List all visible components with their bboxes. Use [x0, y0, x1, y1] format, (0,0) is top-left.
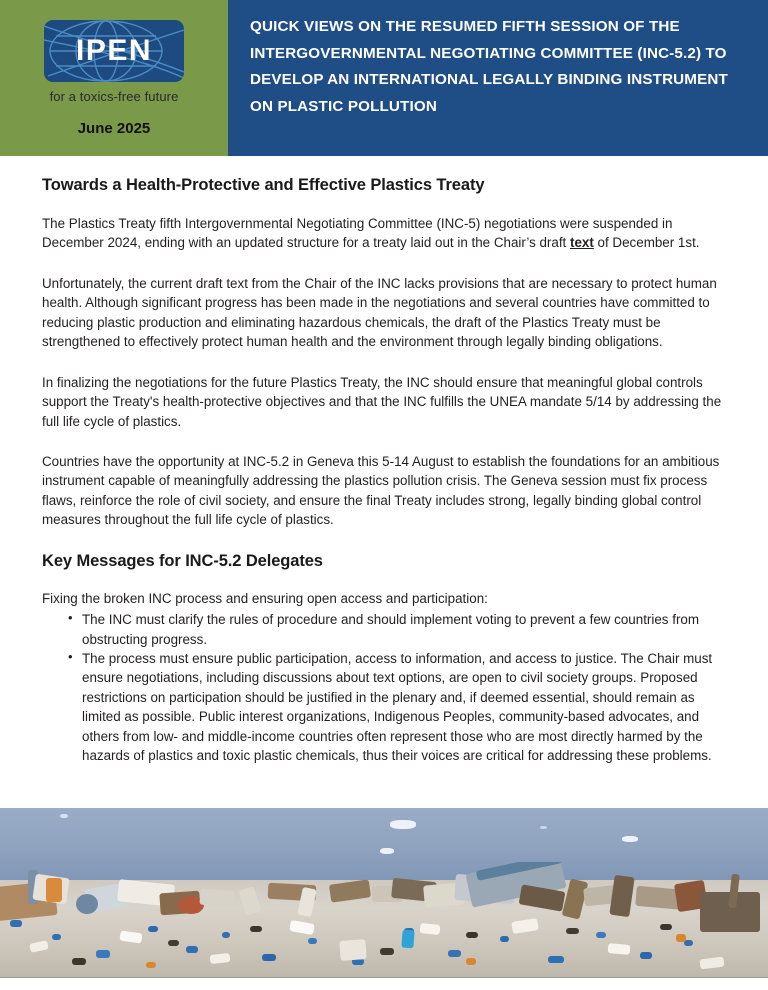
plastic-fleck	[308, 938, 317, 944]
ice-floe	[60, 814, 68, 818]
issue-date: June 2025	[77, 120, 151, 137]
paragraph-global-controls: In finalizing the negotiations for the future Plastics Treaty, the INC should ensure that meaningful global controls support the Treaty's health-protective objectives and that the INC fulfills the UNEA mandate 5/14 by addressing the full life cycle of plastics.	[42, 374, 722, 429]
list-item: • The INC must clarify the rules of procedure and should implement voting to prevent a few countries from obstructing progress.	[68, 610, 726, 649]
plastic-fleck	[676, 934, 686, 942]
plastic-fleck	[684, 940, 693, 946]
plastic-fleck	[466, 958, 476, 965]
plastic-fleck	[548, 956, 564, 963]
paragraph-inc5-background	[42, 214, 726, 253]
debris-chunk	[46, 878, 62, 902]
plastic-fleck	[500, 936, 509, 942]
paragraph-draft-shortcomings: Unfortunately, the current draft text from the Chair of the INC lacks provisions that are necessary to protect human health. Although significant progress has been made in the negotiations and several countries have committed to reducing plastic production and eliminating hazardous chemicals, the draft of the Plastics Treaty must be strengthened to effectively protect human health and the environment through legally binding obligations.	[42, 275, 717, 350]
plastic-waste-landfill-photo	[0, 808, 768, 978]
plastic-fleck	[10, 920, 22, 927]
plastic-fleck	[339, 939, 366, 961]
plastic-fleck	[262, 954, 276, 961]
plastic-fleck	[96, 950, 110, 958]
document-body	[0, 156, 768, 766]
plastic-fleck	[640, 952, 652, 959]
section-heading-treaty: Towards a Health-Protective and Effective Plastics Treaty	[42, 176, 485, 194]
plastic-fleck	[168, 940, 179, 946]
debris-chunk	[199, 889, 234, 908]
plastic-fleck	[222, 932, 230, 938]
paragraph-1-text-before-link: The Plastics Treaty fifth Intergovernmental Negotiating Committee (INC-5) negotiations were suspended in December 2024, ending with an updated structure for a treaty laid out in the Chair’s draft	[42, 216, 673, 251]
logo-tagline: for a toxics-free future	[49, 89, 179, 104]
plastic-fleck	[186, 946, 198, 953]
plastic-fleck	[52, 934, 61, 940]
paragraph-geneva-opportunity: Countries have the opportunity at INC-5.2 in Geneva this 5-14 August to establish the foundations for an ambitious instrument capable of meaningfully addressing the plastics pollution crisis. The Geneva session must fix process flaws, reinforce the role of civil society, and ensure the final Treaty includes strong, legally binding global control measures throughout the full life cycle of plastics.	[42, 453, 720, 528]
debris-chunk	[76, 894, 98, 914]
plastic-fleck	[420, 923, 441, 935]
plastic-fleck	[466, 932, 478, 938]
plastic-fleck	[566, 928, 579, 934]
plastic-fleck	[448, 950, 461, 957]
bullets-lead-in: Fixing the broken INC process and ensuring open access and participation:	[42, 590, 488, 606]
page-header	[0, 0, 768, 156]
plastic-fleck	[660, 924, 672, 930]
ipen-logo-wordmark: IPEN	[75, 34, 153, 67]
ice-floe	[380, 848, 394, 854]
header-title-panel	[228, 0, 768, 156]
ice-floe	[390, 820, 416, 829]
photo-debris-pile	[0, 862, 768, 978]
chair-draft-text-link[interactable]: text	[570, 235, 594, 251]
plastic-fleck	[148, 926, 158, 932]
plastic-fleck	[146, 962, 156, 968]
plastic-fleck	[72, 958, 86, 965]
key-messages-list	[42, 610, 726, 766]
header-brand-panel	[0, 0, 228, 156]
paragraph-1-text-after-link: of December 1st.	[593, 235, 700, 251]
plastic-fleck	[250, 926, 262, 932]
section-heading-key-messages: Key Messages for INC-5.2 Delegates	[42, 551, 323, 570]
ice-floe	[540, 826, 547, 829]
list-item: • The process must ensure public participation, access to information, and access to justice. The Chair must ensure negotiations, including discussions about text options, are open to civil society groups. Proposed restrictions on participation should be justified in the plenary and, if deemed essential, should remain as limited as possible. Public interest organizations, Indigenous Peoples, community-based advocates, and others from low- and middle-income countries often represent those who are most directly harmed by the hazards of plastics and toxic plastic chemicals, thus their voices are critical for addressing these problems.	[68, 649, 726, 766]
ice-floe	[622, 836, 638, 842]
plastic-fleck	[380, 948, 394, 955]
ipen-logo	[44, 20, 184, 82]
document-title: QUICK VIEWS ON THE RESUMED FIFTH SESSION OF THE INTERGOVERNMENTAL NEGOTIATING COMMITTEE (INC-5.2) TO DEVELOP AN INTERNATIONAL LEGALLY BINDING INSTRUMENT ON PLASTIC POLLUTION	[250, 18, 728, 115]
plastic-fleck	[596, 932, 606, 938]
plastic-fleck	[401, 930, 414, 949]
plastic-fleck	[608, 943, 631, 955]
